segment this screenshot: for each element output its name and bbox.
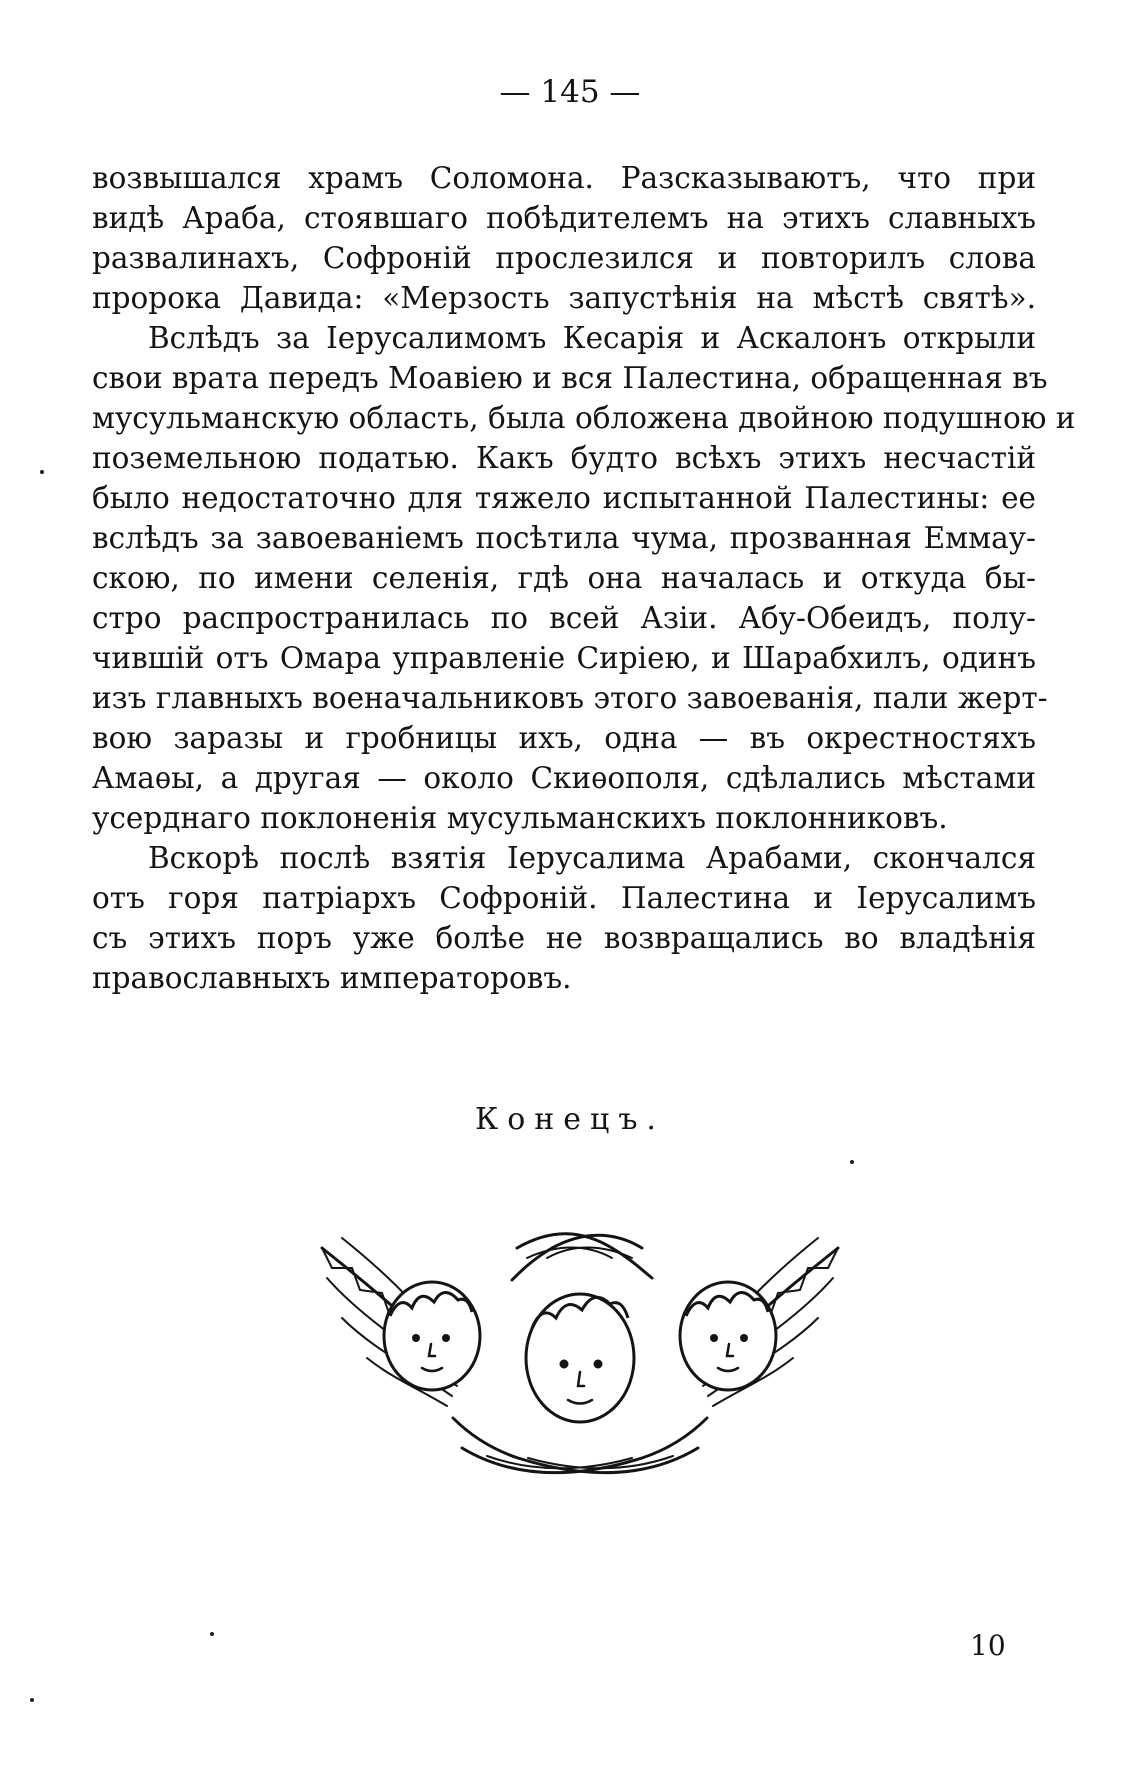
text-line: отъ горя патріархъ Софроній. Палестина и Іерусалимъ xyxy=(92,881,1036,915)
print-speck xyxy=(850,1160,854,1164)
text-line: Вслѣдъ за Іерусалимомъ Кесарія и Аскалонъ открыли xyxy=(148,321,1036,355)
text-line: развалинахъ, Софроній прослезился и повторилъ слова xyxy=(92,241,1036,275)
text-line: пророка Давида: «Мерзость запустѣнія на мѣстѣ святѣ». xyxy=(92,281,1036,315)
text-line: вслѣдъ за завоеваніемъ посѣтила чума, прозванная Еммау- xyxy=(92,521,1036,555)
winged-cherubs-icon xyxy=(312,1208,848,1488)
text-line: чившій отъ Омара управленіе Сиріею, и Шарабхилъ, одинъ xyxy=(92,641,1036,675)
text-line: стро распространилась по всей Азіи. Абу-Обеидъ, полу- xyxy=(92,601,1036,635)
text-line: свои врата передъ Моавіею и вся Палестина, обращенная въ xyxy=(92,361,1048,395)
text-line: поземельною податью. Какъ будто всѣхъ этихъ несчастій xyxy=(92,441,1036,475)
signature-mark: 10 xyxy=(970,1629,1006,1662)
text-line: съ этихъ поръ уже болѣе не возвращались во владѣнія xyxy=(92,921,1036,955)
print-speck xyxy=(40,470,44,474)
text-line: мусульманскую область, была обложена двойною подушною и xyxy=(92,401,1076,435)
text-line: видѣ Араба, стоявшаго побѣдителемъ на этихъ славныхъ xyxy=(92,201,1036,235)
text-line: скою, по имени селенія, гдѣ она началась и откуда бы- xyxy=(92,561,1036,595)
page-number: — 145 — xyxy=(499,74,641,110)
text-line: изъ главныхъ военачальниковъ этого завоеванія, пали жерт- xyxy=(92,681,1048,715)
body-text xyxy=(92,158,1076,998)
text-line: возвышался храмъ Соломона. Разсказываютъ, что при xyxy=(92,161,1036,195)
print-speck xyxy=(210,1632,214,1636)
text-line: усерднаго поклоненія мусульманскихъ поклонниковъ. xyxy=(92,801,948,835)
text-line: православныхъ императоровъ. xyxy=(92,961,572,995)
print-speck xyxy=(30,1698,34,1702)
text-line: Амаѳы, а другая — около Скиѳополя, сдѣлались мѣстами xyxy=(92,761,1036,795)
text-line: было недостаточно для тяжело испытанной Палестины: ее xyxy=(92,481,1036,515)
ending-heading: Конецъ. xyxy=(475,1102,665,1137)
text-line: Вскорѣ послѣ взятія Іерусалима Арабами, скончался xyxy=(148,841,1036,875)
text-line: вою заразы и гробницы ихъ, одна — въ окрестностяхъ xyxy=(92,721,1036,755)
